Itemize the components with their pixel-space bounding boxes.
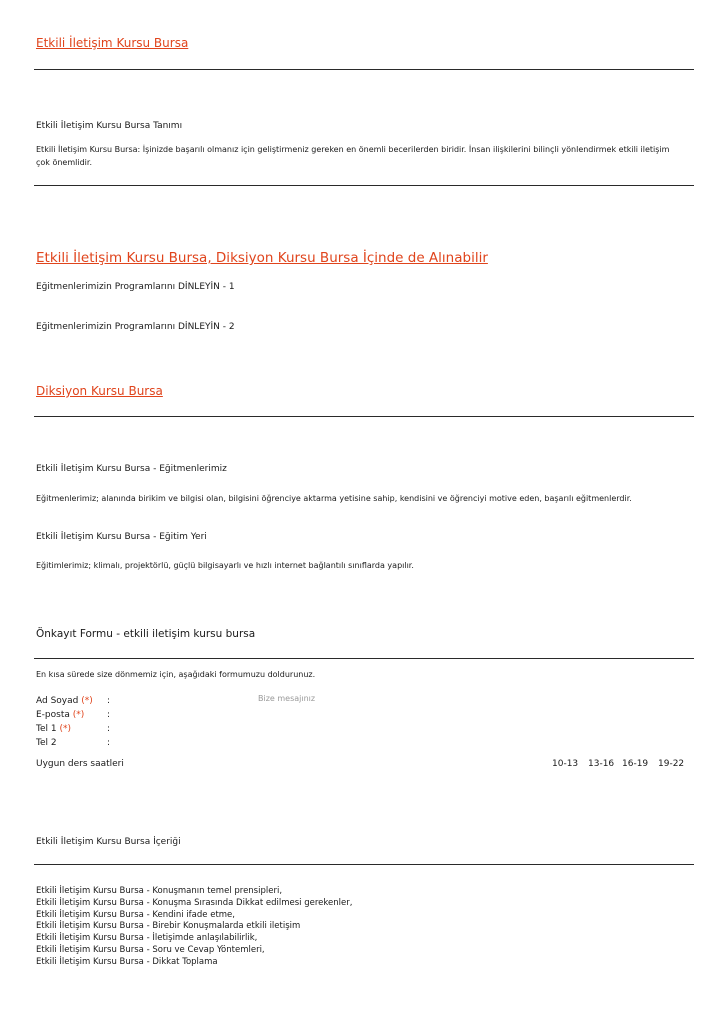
divider	[34, 185, 694, 186]
field-label-phone2	[36, 737, 57, 749]
listen-link-2[interactable]: Eğitmenlerimizin Programlarını DİNLEYİN - 2	[36, 322, 235, 332]
form-title: Önkayıt Formu - etkili iletişim kursu bursa	[36, 628, 256, 640]
name-input[interactable]	[118, 693, 238, 706]
field-label-text: Tel 2	[36, 738, 57, 748]
required-marker: (*)	[72, 710, 85, 720]
listen-link-1[interactable]: Eğitmenlerimizin Programlarını DİNLEYİN - 1	[36, 282, 235, 292]
list-item: Etkili İletişim Kursu Bursa - Soru ve Cevap Yöntemleri,	[36, 944, 265, 955]
hours-label: Uygun ders saatleri	[36, 759, 124, 769]
field-colon: :	[107, 710, 111, 720]
content-list	[36, 886, 352, 969]
hour-option-13-16[interactable]: 13-16	[588, 759, 615, 769]
section-heading: Etkili İletişim Kursu Bursa Tanımı	[36, 121, 183, 131]
venue-heading: Etkili İletişim Kursu Bursa - Eğitim Yeri	[36, 532, 207, 542]
field-label-phone1	[36, 723, 71, 735]
hour-option-19-22[interactable]: 19-22	[658, 759, 685, 769]
field-label-text: E-posta	[36, 710, 70, 720]
form-intro: En kısa sürede size dönmemiz için, aşağıdaki formumuzu doldurunuz.	[36, 670, 316, 679]
section-paragraph: Etkili İletişim Kursu Bursa: İşinizde başarılı olmanız için geliştirmeniz gereken en önemli becerilerden biridir. İnsan ilişkilerini bilinçli yönlendirmek etkili iletişim çok önemlidir.	[36, 145, 670, 167]
required-marker: (*)	[59, 724, 71, 734]
top-link[interactable]: Etkili İletişim Kursu Bursa	[36, 36, 189, 50]
diction-inclusive-link[interactable]: Etkili İletişim Kursu Bursa, Diksiyon Kursu Bursa İçinde de Alınabilir	[36, 250, 488, 266]
required-marker: (*)	[81, 696, 93, 706]
list-item: Etkili İletişim Kursu Bursa - İletişimde anlaşılabilirlik,	[36, 933, 258, 944]
divider	[34, 658, 694, 659]
trainers-paragraph: Eğitmenlerimiz; alanında birikim ve bilgisi olan, bilgisini öğrenciye aktarma yetisine sahip, kendisini ve öğrenciyi motive eden, başarılı eğitmenlerdir.	[36, 494, 632, 503]
venue-paragraph: Eğitimlerimiz; klimalı, projektörlü, güçlü bilgisayarlı ve hızlı internet bağlantılı sınıflarda yapılır.	[36, 561, 414, 570]
message-textarea[interactable]: Bize mesajınız	[258, 694, 316, 703]
divider	[34, 864, 694, 865]
list-item: Etkili İletişim Kursu Bursa - Dikkat Toplama	[36, 956, 218, 967]
field-colon: :	[107, 724, 111, 734]
content-heading: Etkili İletişim Kursu Bursa İçeriği	[36, 837, 181, 847]
phone1-input[interactable]	[118, 721, 238, 734]
field-label-name	[36, 695, 93, 707]
list-item: Etkili İletişim Kursu Bursa - Birebir Konuşmalarda etkili iletişim	[36, 921, 301, 932]
list-item: Etkili İletişim Kursu Bursa - Konuşmanın temel prensipleri,	[36, 886, 283, 896]
email-input[interactable]	[118, 707, 238, 720]
field-label-email	[36, 709, 84, 721]
field-colon: :	[107, 696, 111, 706]
trainers-heading: Etkili İletişim Kursu Bursa - Eğitmenlerimiz	[36, 464, 227, 474]
field-label-text: Tel 1	[36, 724, 57, 734]
hour-option-10-13[interactable]: 10-13	[552, 759, 579, 769]
diction-course-link[interactable]: Diksiyon Kursu Bursa	[36, 384, 163, 398]
phone2-input[interactable]	[118, 735, 238, 748]
list-item: Etkili İletişim Kursu Bursa - Konuşma Sırasında Dikkat edilmesi gerekenler,	[36, 897, 353, 908]
field-label-text: Ad Soyad	[36, 696, 79, 706]
field-colon: :	[107, 738, 111, 748]
divider	[34, 69, 694, 70]
list-item: Etkili İletişim Kursu Bursa - Kendini ifade etme,	[36, 909, 235, 920]
divider	[34, 416, 694, 417]
hour-option-16-19[interactable]: 16-19	[622, 759, 649, 769]
